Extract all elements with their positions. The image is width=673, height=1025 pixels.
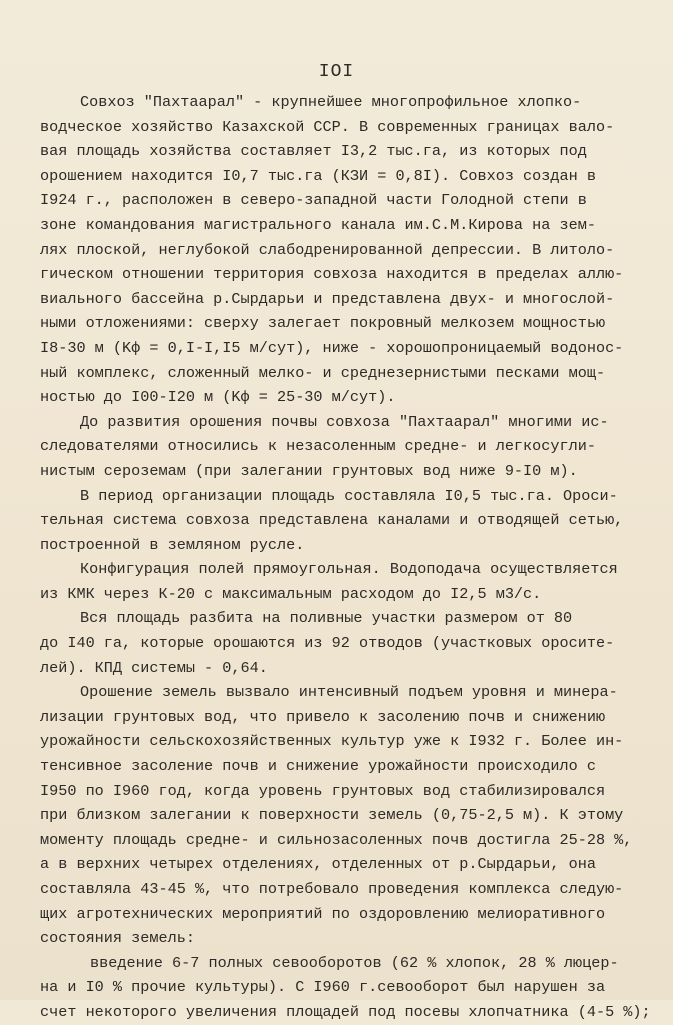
text-line: введение 6-7 полных севооборотов (62 % хлопок, 28 % люцер- [90,953,619,972]
page-number: IOI [318,62,355,82]
text-line: счет некоторого увеличения площадей под посевы хлопчатника (4-5 %); [40,1002,651,1021]
text-line: I950 по I960 год, когда уровень грунтовых вод стабилизировался [40,781,606,800]
text-line: составляла 43-45 %, что потребовало проведения комплекса следую- [40,880,624,898]
text-line: лях плоской, неглубокой слабодренированной депрессии. В литоло- [40,240,615,259]
text-line: В период организации площадь составляла I0,5 тыс.га. Ороси- [80,486,618,505]
text-line: урожайности сельскохозяйственных культур уже к I932 г. Более ин- [40,732,624,751]
text-line: тельная система совхоза представлена каналами и отводящей сетью, [40,511,624,530]
text-line: Конфигурация полей прямоугольная. Водоподача осуществляется [80,560,618,579]
text-line: до I40 га, которые орошаются из 92 отводов (участковых оросите- [40,634,615,653]
text-line: построенной в земляном русле. [40,535,305,554]
text-line: Вся площадь разбита на поливные участки размером от 80 [80,609,573,628]
text-line: моменту площадь средне- и сильнозасоленных почв достигла 25-28 %, [40,830,633,849]
text-line: До развития орошения почвы совхоза "Пахтаарал" многими ис- [80,412,609,431]
text-line: из КМК через К-20 с максимальным расходом до I2,5 м3/с. [40,584,542,603]
text-line: ными отложениями: сверху залегает покровный мелкозем мощностью [40,314,606,333]
text-line: зоне командования магистрального канала им.С.М.Кирова на зем- [40,215,596,234]
text-line: состояния земель: [40,929,195,948]
text-line: вая площадь хозяйства составляет I3,2 тыс.га, из которых под [40,142,587,161]
text-line: лизации грунтовых вод, что привело к засолению почв и снижению [40,707,606,726]
text-line: Орошение земель вызвало интенсивный подъем уровня и минера- [80,683,618,702]
text-line: щих агротехнических мероприятий по оздоровлению мелиоративного [40,904,606,923]
text-line: а в верхних четырех отделениях, отделенных от р.Сырдарьи, она [40,855,596,874]
text-line: на и I0 % прочие культуры). С I960 г.севооборот был нарушен за [40,978,606,997]
text-line: ностью до I00-I20 м (Kф = 25-30 м/сут). [40,388,396,407]
text-line: водческое хозяйство Казахской ССР. В современных границах вало- [40,117,615,136]
text-line: виального бассейна р.Сырдарьи и представлена двух- и многослой- [40,289,615,308]
text-line: I924 г., расположен в северо-западной части Голодной степи в [40,191,587,210]
text-line: тенсивное засоление почв и снижение урожайности происходило с [40,757,596,776]
text-line: I8-30 м (Kф = 0,I-I,I5 м/сут), ниже - хорошопроницаемый водонос- [40,338,624,357]
text-line: Совхоз "Пахтаарал" - крупнейшее многопрофильное хлопко- [80,93,582,111]
text-line: при близком залегании к поверхности земель (0,75-2,5 м). К этому [40,806,624,825]
text-line: гическом отношении территория совхоза находится в пределах аллю- [40,265,624,284]
document-body [40,90,650,1025]
text-line: нистым сероземам (при залегании грунтовых вод ниже 9-I0 м). [40,461,578,480]
text-line: следователями относились к незасоленным средне- и легкосугли- [40,437,596,456]
text-line: ный комплекс, сложенный мелко- и среднезернистыми песками мощ- [40,363,606,382]
text-line: лей). КПД системы - 0,64. [40,658,268,677]
text-line: орошением находится I0,7 тыс.га (КЗИ = 0,8I). Совхоз создан в [40,166,596,185]
